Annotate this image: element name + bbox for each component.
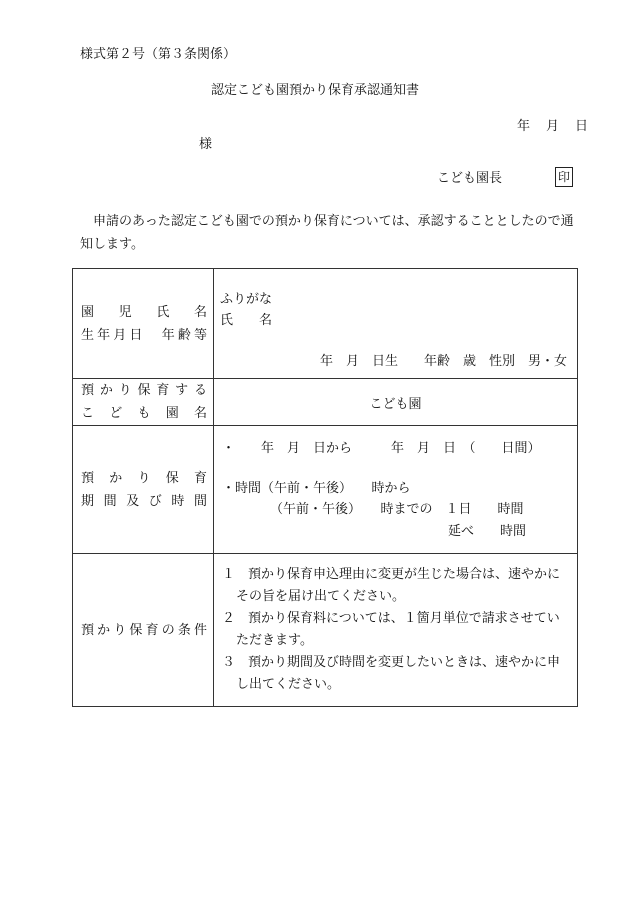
row-child-info (73, 269, 578, 379)
date-line (517, 120, 588, 133)
date-month: 月 (546, 119, 560, 134)
label-birth-age: 生年月日 年齢等 (81, 327, 207, 343)
label-conditions: 預かり保育の条件 (81, 622, 207, 638)
date-year: 年 (517, 119, 531, 134)
document-title: 認定こども園預かり保育承認通知書 (210, 83, 419, 98)
body-text: 申請のあった認定こども園での預かり保育については、承認することとしたので通知します。 (80, 214, 574, 252)
approval-table (72, 268, 578, 707)
label-period (73, 426, 214, 554)
condition-item: ２ 預かり保育料については、１箇月単位で請求させていただきます。 (222, 611, 560, 648)
condition-item: １ 預かり保育申込理由に変更が生じた場合は、速やかにその旨を届け出てください。 (222, 567, 561, 604)
furigana-label: ふりがな (220, 292, 273, 307)
row-conditions (73, 554, 578, 707)
form-number: 様式第２号（第３条関係） (80, 47, 237, 62)
label-school (73, 379, 214, 426)
seal-mark: 印 (555, 167, 573, 187)
sender-title: こども園長 (437, 171, 503, 186)
addressee-suffix: 様 (199, 137, 213, 152)
cell-child-info (214, 269, 578, 379)
conditions-list (214, 554, 578, 707)
label-school-line1: 預かり保育する (81, 383, 207, 398)
time-start-line: ・時間（午前・午後） 時から (222, 481, 411, 496)
label-period-line1: 預かり保育 (81, 470, 207, 486)
time-total-line: 延べ 時間 (448, 524, 527, 539)
date-day: 日 (575, 119, 589, 134)
row-period-time (73, 426, 578, 554)
row-school-name (73, 379, 578, 426)
label-period-line2: 期間及び時間 (81, 493, 207, 509)
label-conditions-cell (73, 554, 214, 707)
label-child-info (73, 269, 214, 379)
time-end-line: （午前・午後） 時までの １日 時間 (270, 502, 524, 517)
period-line: ・ 年 月 日から 年 月 日 （ 日間） (222, 441, 541, 456)
name-label: 氏 名 (220, 313, 273, 328)
label-child-name: 園児氏名 (81, 304, 207, 320)
cell-period-time (214, 426, 578, 554)
school-name-value: こども園 (214, 379, 578, 426)
birth-age-gender-line: 年 月 日生 年齢 歳 性別 男・女 (319, 354, 567, 369)
label-school-line2: こども園名 (81, 406, 207, 421)
condition-item: ３ 預かり期間及び時間を変更したいときは、速やかに申し出てください。 (222, 655, 561, 692)
